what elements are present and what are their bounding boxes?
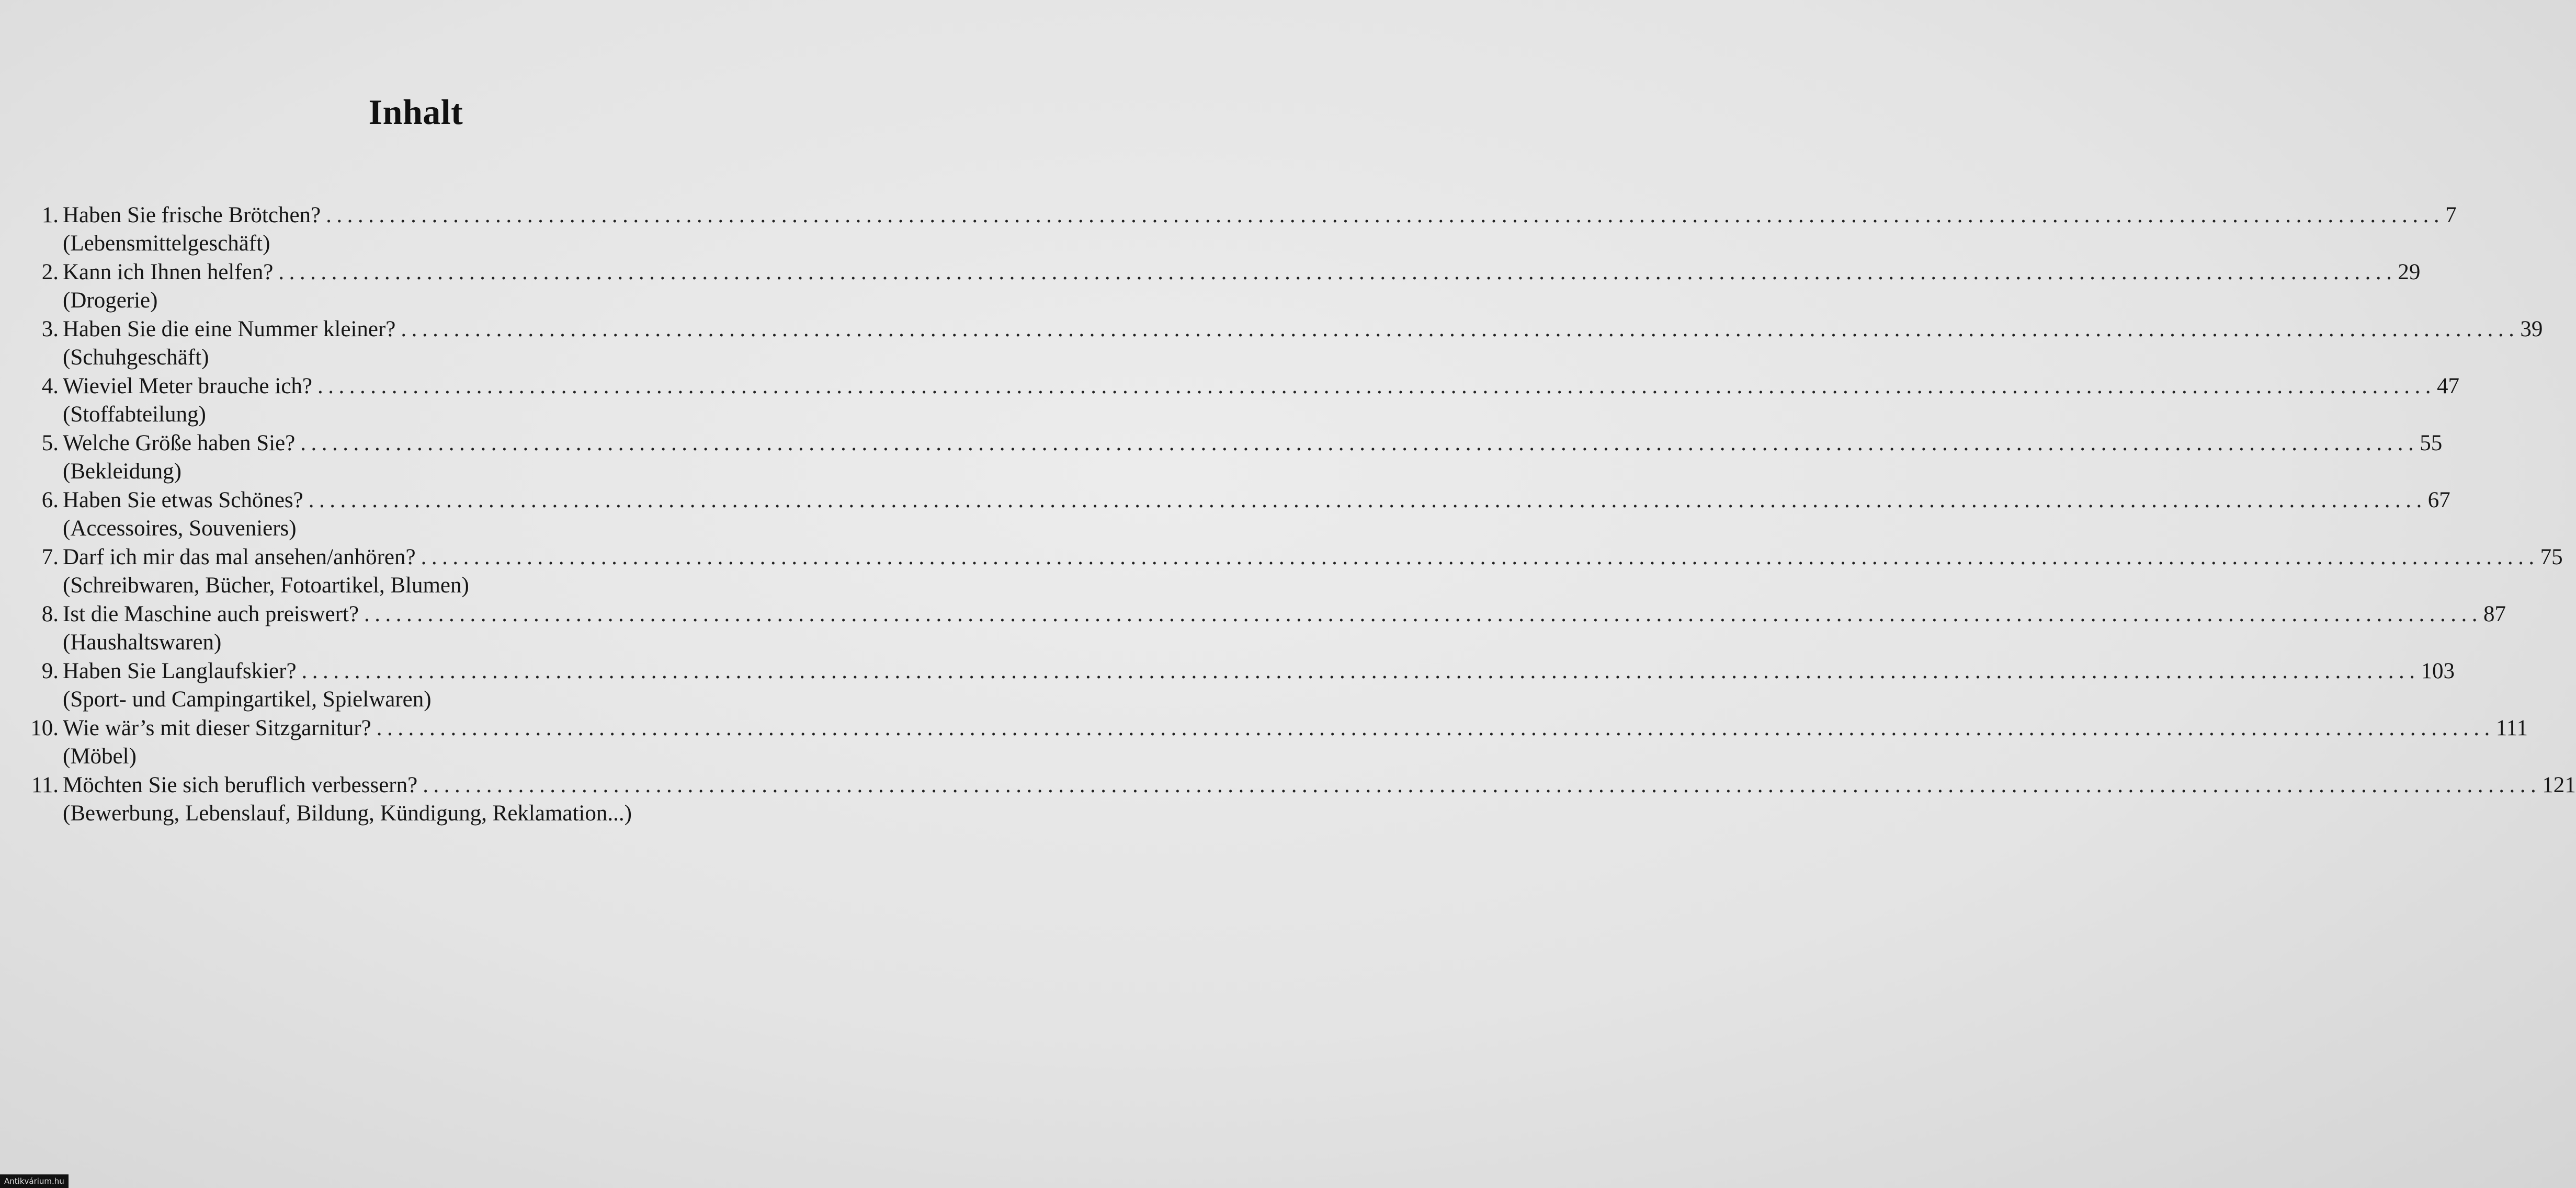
entry-page-number: 7: [2445, 203, 2457, 227]
entry-category: (Haushaltswaren): [63, 630, 222, 655]
dot-leader: ........................................................................................................................................................................................................: [421, 545, 2539, 569]
entry-number: 4.: [41, 374, 59, 398]
entry-page-number: 29: [2398, 260, 2421, 284]
toc-entry: [0, 372, 2459, 429]
toc-entry: [0, 771, 2576, 828]
entry-row: [63, 372, 2459, 401]
entry-category: (Schreibwaren, Bücher, Fotoartikel, Blumen): [63, 573, 469, 598]
entry-page-number: 75: [2540, 545, 2563, 569]
toc-entry: [0, 543, 2563, 600]
entry-number: 1.: [41, 203, 59, 227]
entry-category: (Schuhgeschäft): [63, 345, 209, 370]
entry-question: Welche Größe haben Sie?: [63, 431, 296, 455]
toc-entry: [0, 315, 2543, 372]
toc-entry: [0, 486, 2450, 543]
entry-question: Wieviel Meter brauche ich?: [63, 374, 312, 398]
table-of-contents: [0, 201, 2576, 828]
entry-row: [63, 543, 2563, 572]
toc-entry: [0, 201, 2457, 258]
entry-number: 8.: [41, 602, 59, 626]
entry-page-number: 47: [2437, 374, 2459, 398]
entry-number: 9.: [41, 659, 59, 683]
dot-leader: ........................................................................................................................................................................................................: [317, 374, 2436, 398]
entry-page-number: 55: [2420, 431, 2443, 455]
entry-row: [63, 600, 2506, 629]
dot-leader: ........................................................................................................................................................................................................: [301, 659, 2420, 683]
entry-number: 3.: [41, 317, 59, 341]
entry-category: (Sport- und Campingartikel, Spielwaren): [63, 687, 432, 712]
entry-page-number: 121: [2542, 773, 2576, 797]
dot-leader: ........................................................................................................................................................................................................: [401, 317, 2520, 341]
entry-page-number: 39: [2520, 317, 2543, 341]
entry-number: 7.: [41, 545, 59, 569]
entry-category: (Stoffabteilung): [63, 402, 206, 427]
entry-question: Ist die Maschine auch preiswert?: [63, 602, 359, 626]
entry-row: [63, 771, 2576, 799]
entry-page-number: 67: [2427, 488, 2450, 512]
entry-category: (Lebensmittelgeschäft): [63, 231, 270, 256]
entry-category: (Drogerie): [63, 288, 158, 313]
dot-leader: ........................................................................................................................................................................................................: [300, 431, 2419, 455]
entry-question: Haben Sie etwas Schönes?: [63, 488, 303, 512]
entry-page-number: 103: [2421, 659, 2455, 683]
entry-row: [63, 258, 2421, 287]
dot-leader: ........................................................................................................................................................................................................: [364, 602, 2482, 626]
entry-category: (Bekleidung): [63, 459, 181, 484]
dot-leader: ........................................................................................................................................................................................................: [278, 260, 2397, 284]
entry-category: (Bewerbung, Lebenslauf, Bildung, Kündigung, Reklamation...): [63, 801, 632, 826]
entry-row: [63, 657, 2455, 686]
entry-row: [63, 486, 2450, 515]
dot-leader: ........................................................................................................................................................................................................: [376, 716, 2495, 740]
toc-entry: [0, 600, 2506, 657]
entry-number: 2.: [41, 260, 59, 284]
entry-page-number: 87: [2483, 602, 2506, 626]
entry-category: (Möbel): [63, 744, 137, 769]
toc-entry: [0, 429, 2443, 486]
entry-row: [63, 429, 2443, 458]
entry-row: [63, 201, 2457, 230]
entry-question: Kann ich Ihnen helfen?: [63, 260, 274, 284]
entry-row: [63, 714, 2528, 742]
entry-question: Haben Sie Langlaufskier?: [63, 659, 297, 683]
entry-question: Möchten Sie sich beruflich verbessern?: [63, 773, 418, 797]
entry-number: 5.: [41, 431, 59, 455]
entry-question: Haben Sie die eine Nummer kleiner?: [63, 317, 396, 341]
entry-number: 11.: [31, 773, 59, 797]
toc-entry: [0, 258, 2421, 315]
page-title: Inhalt: [368, 92, 463, 132]
entry-page-number: 111: [2495, 716, 2528, 740]
entry-question: Darf ich mir das mal ansehen/anhören?: [63, 545, 416, 569]
toc-entry: [0, 657, 2455, 714]
entry-question: Wie wär’s mit dieser Sitzgarnitur?: [63, 716, 371, 740]
toc-entry: [0, 714, 2528, 771]
entry-row: [63, 315, 2543, 344]
entry-number: 10.: [30, 716, 59, 740]
dot-leader: ........................................................................................................................................................................................................: [308, 488, 2427, 512]
dot-leader: ........................................................................................................................................................................................................: [423, 773, 2541, 797]
dot-leader: ........................................................................................................................................................................................................: [326, 203, 2445, 227]
watermark-label: Antikvárium.hu: [0, 1174, 69, 1188]
entry-question: Haben Sie frische Brötchen?: [63, 203, 321, 227]
entry-category: (Accessoires, Souveniers): [63, 516, 297, 541]
entry-number: 6.: [41, 488, 59, 512]
